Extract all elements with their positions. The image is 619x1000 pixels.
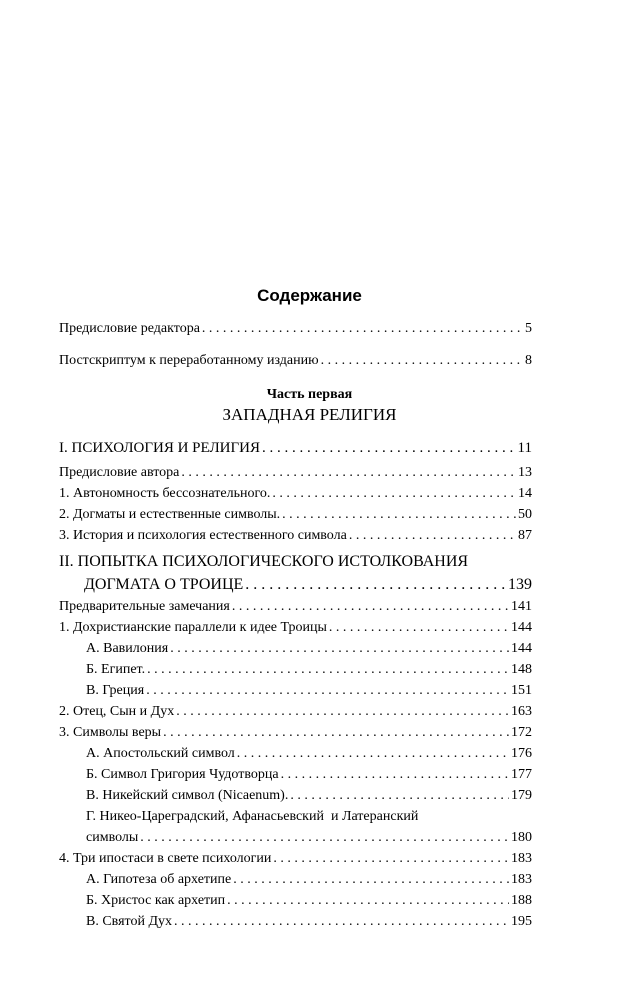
contents-heading: Содержание <box>257 286 362 305</box>
toc-entry-page: 172 <box>511 725 532 740</box>
dot-leader <box>349 527 516 544</box>
toc-entry-page: 87 <box>518 528 532 543</box>
toc-entry <box>59 485 532 502</box>
dot-leader <box>237 745 509 762</box>
toc-entry-page: 144 <box>511 620 532 635</box>
section-page: 139 <box>508 576 532 593</box>
dot-leader <box>282 506 516 523</box>
toc-subentry <box>86 640 532 657</box>
toc-entry-label: А. Гипотеза об архетипе <box>86 872 232 887</box>
toc-subentry <box>86 745 532 762</box>
toc-entry-page: 50 <box>518 507 532 522</box>
dot-leader <box>273 850 509 867</box>
toc-subentry <box>86 766 532 783</box>
toc-subentry <box>86 682 532 699</box>
toc-entry <box>59 598 532 615</box>
toc-entry-label: 1. Автономность бессознательного. <box>59 486 271 501</box>
toc-entry-label: Предисловие редактора <box>59 321 200 336</box>
toc-entry <box>59 619 532 636</box>
dot-leader <box>227 892 509 909</box>
section-page: 11 <box>517 440 532 456</box>
toc-entry-label: 4. Три ипостаси в свете психологии <box>59 851 272 866</box>
dot-leader <box>262 440 516 457</box>
toc-entry-label: 3. История и психология естественного символа <box>59 528 347 543</box>
dot-leader <box>232 598 509 615</box>
toc-entry-label: Б. Символ Григория Чудотворца <box>86 767 279 782</box>
toc-subentry-label-line1: Г. Никео-Цареградский, Афанасьевский и Латеранский <box>86 809 419 824</box>
toc-entry-label: 2. Догматы и естественные символы. <box>59 507 281 522</box>
toc-entry-label: А. Вавилония <box>86 641 169 656</box>
toc-entry-label: 1. Дохристианские параллели к идее Троицы <box>59 620 327 635</box>
toc-entry-page: 141 <box>511 599 532 614</box>
toc-entry <box>59 506 532 523</box>
toc-entry-page: 179 <box>511 788 532 803</box>
section-title: ДОГМАТА О ТРОИЦЕ <box>84 576 244 593</box>
toc-entry-label: В. Никейский символ (Nicaenum). <box>86 788 289 803</box>
dot-leader <box>281 766 509 783</box>
toc-entry <box>59 464 532 481</box>
dot-leader <box>146 682 509 699</box>
dot-leader <box>163 724 509 741</box>
toc-subentry <box>86 829 532 846</box>
toc-entry-page: 176 <box>511 746 532 761</box>
dot-leader <box>176 703 509 720</box>
section-2-title-line1: II. ПОПЫТКА ПСИХОЛОГИЧЕСКОГО ИСТОЛКОВАНИЯ <box>59 553 469 570</box>
toc-entry-label: Предварительные замечания <box>59 599 230 614</box>
toc-entry-editor-preface <box>59 320 532 337</box>
toc-entry-page: 151 <box>511 683 532 698</box>
toc-entry-label: 2. Отец, Сын и Дух <box>59 704 175 719</box>
toc-entry-label: Предисловие автора <box>59 465 180 480</box>
toc-section-1 <box>59 440 532 457</box>
toc-entry-label: 3. Символы веры <box>59 725 162 740</box>
dot-leader <box>272 485 516 502</box>
toc-entry-page: 13 <box>518 465 532 480</box>
toc-entry <box>59 724 532 741</box>
toc-entry-label: В. Греция <box>86 683 145 698</box>
toc-entry <box>59 703 532 720</box>
dot-leader <box>174 913 509 930</box>
dot-leader <box>290 787 509 804</box>
toc-subentry <box>86 871 532 888</box>
toc-subentry <box>86 913 532 930</box>
toc-entry-page: 14 <box>518 486 532 501</box>
toc-entry-page: 180 <box>511 830 532 845</box>
dot-leader <box>202 320 523 337</box>
dot-leader <box>181 464 516 481</box>
toc-entry-page: 177 <box>511 767 532 782</box>
toc-subentry <box>86 661 532 678</box>
part-title: ЗАПАДНАЯ РЕЛИГИЯ <box>222 405 397 424</box>
section-title: I. ПСИХОЛОГИЯ И РЕЛИГИЯ <box>59 440 260 456</box>
toc-entry-label: символы <box>86 830 139 845</box>
toc-entry <box>59 850 532 867</box>
dot-leader <box>329 619 509 636</box>
dot-leader <box>170 640 509 657</box>
dot-leader <box>233 871 509 888</box>
dot-leader <box>147 661 509 678</box>
toc-entry <box>59 527 532 544</box>
toc-entry-postscript <box>59 352 532 369</box>
toc-entry-label: Б. Христос как архетип <box>86 893 226 908</box>
toc-entry-page: 8 <box>525 353 532 368</box>
dot-leader <box>321 352 523 369</box>
toc-entry-page: 163 <box>511 704 532 719</box>
toc-entry-page: 144 <box>511 641 532 656</box>
toc-section-2 <box>84 575 532 594</box>
toc-entry-page: 183 <box>511 872 532 887</box>
dot-leader <box>140 829 509 846</box>
toc-entry-page: 188 <box>511 893 532 908</box>
toc-entry-label: В. Святой Дух <box>86 914 173 929</box>
toc-entry-page: 148 <box>511 662 532 677</box>
toc-entry-label: Б. Египет. <box>86 662 146 677</box>
part-label: Часть первая <box>266 387 353 402</box>
toc-subentry <box>86 892 532 909</box>
toc-subentry <box>86 787 532 804</box>
toc-entry-page: 5 <box>525 321 532 336</box>
dot-leader <box>245 575 506 594</box>
toc-entry-label: Постскриптум к переработанному изданию <box>59 353 319 368</box>
toc-entry-page: 195 <box>511 914 532 929</box>
toc-entry-label: А. Апостольский символ <box>86 746 235 761</box>
toc-entry-page: 183 <box>511 851 532 866</box>
